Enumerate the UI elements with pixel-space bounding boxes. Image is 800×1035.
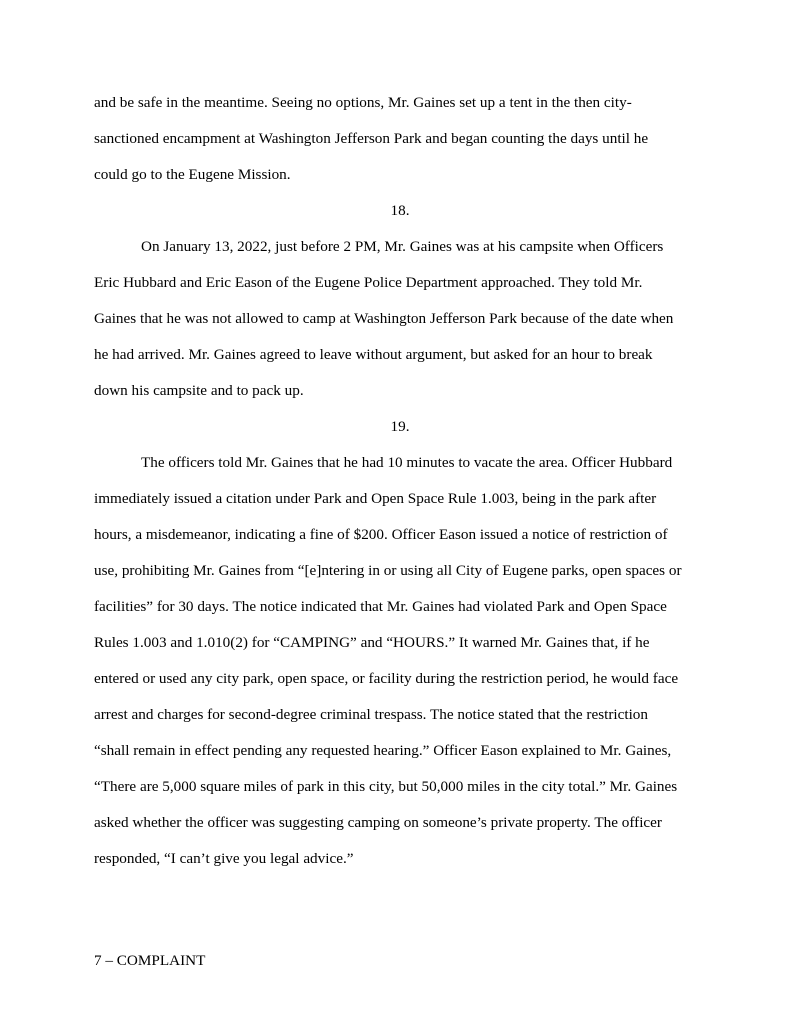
paragraph-18-line-4: he had arrived. Mr. Gaines agreed to leave without argument, but asked for an hour to break: [94, 346, 653, 363]
paragraph-18-line-2: Eric Hubbard and Eric Eason of the Eugene Police Department approached. They told Mr.: [94, 274, 643, 291]
paragraph-17-line-1: and be safe in the meantime. Seeing no options, Mr. Gaines set up a tent in the then city-: [94, 94, 632, 111]
paragraph-19-line-3: hours, a misdemeanor, indicating a fine of $200. Officer Eason issued a notice of restriction of: [94, 526, 668, 543]
paragraph-19-line-5: facilities” for 30 days. The notice indicated that Mr. Gaines had violated Park and Open Space: [94, 598, 667, 615]
paragraph-19-line-9: “shall remain in effect pending any requested hearing.” Officer Eason explained to Mr. Gaines,: [94, 742, 672, 759]
page-footer: 7 – COMPLAINT: [94, 952, 206, 969]
paragraph-19-line-8: arrest and charges for second-degree criminal trespass. The notice stated that the restriction: [94, 706, 648, 723]
paragraph-19-line-2: immediately issued a citation under Park and Open Space Rule 1.003, being in the park after: [94, 490, 657, 507]
paragraph-19-line-11: asked whether the officer was suggesting camping on someone’s private property. The officer: [94, 814, 662, 831]
paragraph-17-line-2: sanctioned encampment at Washington Jefferson Park and began counting the days until he: [94, 130, 649, 147]
paragraph-19-line-4: use, prohibiting Mr. Gaines from “[e]ntering in or using all City of Eugene parks, open spaces or: [94, 562, 682, 579]
paragraph-number-19: 19.: [390, 418, 410, 435]
paragraph-18-line-1: On January 13, 2022, just before 2 PM, Mr. Gaines was at his campsite when Officers: [141, 238, 664, 255]
paragraph-18-line-5: down his campsite and to pack up.: [94, 382, 304, 399]
paragraph-17-line-3: could go to the Eugene Mission.: [94, 166, 291, 183]
paragraph-19-line-12: responded, “I can’t give you legal advice.”: [94, 850, 354, 867]
paragraph-number-18: 18.: [390, 202, 410, 219]
paragraph-18-line-3: Gaines that he was not allowed to camp at Washington Jefferson Park because of the date when: [94, 310, 674, 327]
paragraph-19-line-6: Rules 1.003 and 1.010(2) for “CAMPING” and “HOURS.” It warned Mr. Gaines that, if he: [94, 634, 650, 651]
paragraph-19-line-1: The officers told Mr. Gaines that he had 10 minutes to vacate the area. Officer Hubbard: [141, 454, 673, 471]
paragraph-19-line-7: entered or used any city park, open space, or facility during the restriction period, he would face: [94, 670, 679, 687]
paragraph-19-line-10: “There are 5,000 square miles of park in this city, but 50,000 miles in the city total.” Mr. Gaines: [94, 778, 678, 795]
